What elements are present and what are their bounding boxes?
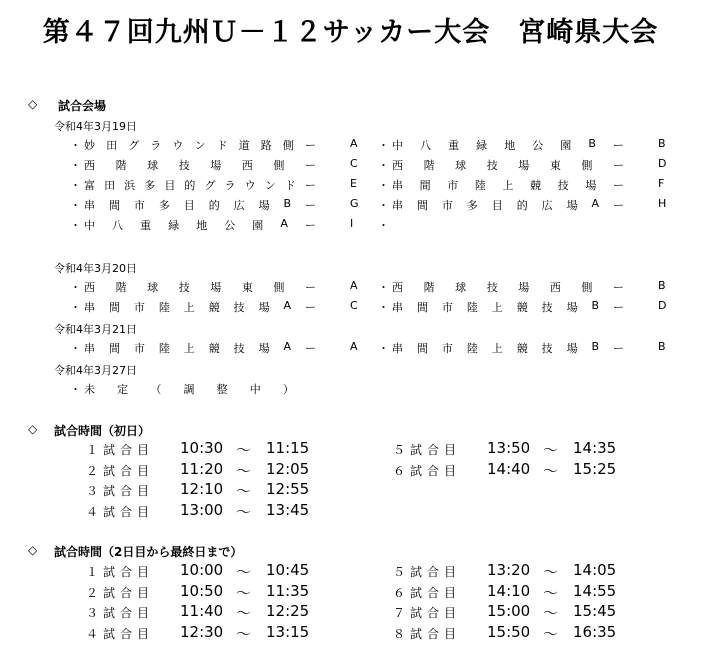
tilde-separator: ～ bbox=[236, 624, 252, 643]
venue-court: H bbox=[658, 197, 667, 210]
start-time: 13:20 bbox=[487, 561, 531, 579]
game-time-row bbox=[393, 602, 633, 622]
first-day-time-heading: 試合時間（初日） bbox=[54, 424, 151, 438]
venue-name: 西 階 球 技 場 西 側 ー bbox=[84, 159, 316, 172]
venue-name: 中 八 重 緑 地 公 園 A ー bbox=[84, 217, 316, 232]
venue-date: 令和4年3月21日 bbox=[54, 323, 137, 336]
game-time-row bbox=[86, 460, 326, 480]
end-time: 11:15 bbox=[266, 439, 310, 457]
tilde-separator: ～ bbox=[236, 441, 252, 459]
end-time: 12:55 bbox=[266, 480, 310, 498]
end-time: 10:45 bbox=[266, 561, 310, 579]
venue-court: F bbox=[658, 177, 665, 190]
tilde-separator: ～ bbox=[236, 502, 252, 521]
section-marker-icon: ◇ bbox=[28, 543, 38, 557]
section-marker-icon: ◇ bbox=[28, 422, 38, 436]
start-time: 10:30 bbox=[180, 439, 224, 457]
game-number: ８試合目 bbox=[393, 626, 462, 641]
bullet-icon: ・ bbox=[70, 301, 81, 314]
game-number: １試合目 bbox=[86, 565, 155, 579]
game-number: ６試合目 bbox=[393, 463, 462, 478]
venue-name: 妙 田 グ ラ ウ ン ド 道 路 側 ー bbox=[84, 139, 316, 152]
tilde-separator: ～ bbox=[236, 563, 252, 581]
game-number: ３試合目 bbox=[86, 484, 155, 498]
start-time: 11:20 bbox=[180, 459, 224, 478]
game-time-row bbox=[86, 623, 326, 643]
venue-court: A bbox=[350, 137, 358, 150]
end-time: 15:45 bbox=[573, 602, 617, 620]
end-time: 12:25 bbox=[266, 602, 310, 620]
game-time-row bbox=[393, 460, 633, 480]
venue-date: 令和4年3月19日 bbox=[54, 120, 137, 133]
venue-name: 西 階 球 技 場 東 側 ー bbox=[392, 159, 624, 172]
venue-name: 未 定 （ 調 整 中 ） bbox=[84, 383, 294, 396]
game-number: ７試合目 bbox=[393, 606, 462, 620]
start-time: 15:50 bbox=[487, 622, 531, 641]
venue-court: B bbox=[658, 340, 666, 353]
start-time: 14:40 bbox=[487, 459, 531, 478]
game-number: ４試合目 bbox=[86, 626, 155, 641]
game-number: ６試合目 bbox=[393, 585, 462, 600]
bullet-icon: ・ bbox=[70, 139, 81, 152]
end-time: 14:05 bbox=[573, 561, 617, 579]
tilde-separator: ～ bbox=[543, 583, 559, 602]
start-time: 12:10 bbox=[180, 480, 224, 498]
tilde-separator: ～ bbox=[236, 583, 252, 602]
bullet-icon: ・ bbox=[378, 199, 389, 212]
tilde-separator: ～ bbox=[543, 461, 559, 480]
venue-court: C bbox=[350, 299, 358, 312]
venue-name: 西 階 球 技 場 西 側 ー bbox=[392, 281, 624, 294]
game-time-row bbox=[393, 439, 633, 459]
bullet-icon: ・ bbox=[378, 281, 389, 294]
tilde-separator: ～ bbox=[236, 461, 252, 480]
bullet-icon: ・ bbox=[70, 342, 81, 355]
tilde-separator: ～ bbox=[236, 482, 252, 500]
game-time-row bbox=[86, 439, 326, 459]
end-time: 14:55 bbox=[573, 581, 617, 600]
venue-date: 令和4年3月20日 bbox=[54, 262, 137, 275]
venue-court: D bbox=[658, 157, 667, 170]
bullet-icon: ・ bbox=[378, 159, 389, 172]
venue-court: G bbox=[350, 197, 359, 210]
venue-court: E bbox=[350, 177, 357, 190]
game-time-row bbox=[86, 501, 326, 521]
start-time: 14:10 bbox=[487, 581, 531, 600]
venue-row bbox=[70, 217, 670, 233]
game-number: １試合目 bbox=[86, 443, 155, 457]
game-number: ４試合目 bbox=[86, 504, 155, 519]
start-time: 13:50 bbox=[487, 439, 531, 457]
venue-row bbox=[70, 157, 670, 173]
game-number: ５試合目 bbox=[393, 443, 462, 457]
venue-court: A bbox=[350, 279, 358, 292]
section-marker-icon: ◇ bbox=[28, 97, 38, 111]
venue-name: 串 間 市 陸 上 競 技 場 ー bbox=[392, 179, 624, 192]
end-time: 11:35 bbox=[266, 581, 310, 600]
venue-name: 串 間 市 陸 上 競 技 場 A ー bbox=[84, 299, 316, 314]
venue-name: 串 間 市 多 目 的 広 場 B ー bbox=[84, 197, 316, 212]
start-time: 10:00 bbox=[180, 561, 224, 579]
other-days-time-heading: 試合時間（2日目から最終日まで） bbox=[54, 545, 243, 559]
bullet-icon: ・ bbox=[378, 219, 389, 232]
start-time: 13:00 bbox=[180, 500, 224, 519]
bullet-icon: ・ bbox=[70, 383, 81, 396]
game-time-row bbox=[393, 623, 633, 643]
page-title: 第４７回九州Ｕ－１２サッカー大会 宮崎県大会 bbox=[42, 17, 659, 48]
tilde-separator: ～ bbox=[543, 441, 559, 459]
venue-name: 串 間 市 陸 上 競 技 場 B ー bbox=[392, 340, 624, 355]
bullet-icon: ・ bbox=[70, 179, 81, 192]
end-time: 13:15 bbox=[266, 622, 310, 641]
venue-name: 串 間 市 陸 上 競 技 場 A ー bbox=[84, 340, 316, 355]
game-time-row bbox=[393, 561, 633, 581]
game-number: ２試合目 bbox=[86, 463, 155, 478]
venue-court: D bbox=[658, 299, 667, 312]
game-time-row bbox=[393, 582, 633, 602]
venue-court: I bbox=[350, 217, 354, 230]
venue-row bbox=[70, 381, 670, 397]
venue-date: 令和4年3月27日 bbox=[54, 364, 137, 377]
venue-name: 西 階 球 技 場 東 側 ー bbox=[84, 281, 316, 294]
tilde-separator: ～ bbox=[543, 563, 559, 581]
venue-row bbox=[70, 137, 670, 153]
venue-row bbox=[70, 299, 670, 315]
start-time: 15:00 bbox=[487, 602, 531, 620]
venue-court: C bbox=[350, 157, 358, 170]
game-time-row bbox=[86, 480, 326, 500]
end-time: 13:45 bbox=[266, 500, 310, 519]
game-number: ３試合目 bbox=[86, 606, 155, 620]
bullet-icon: ・ bbox=[378, 342, 389, 355]
venues-heading: 試合会場 bbox=[58, 99, 107, 113]
venue-court: A bbox=[350, 340, 358, 353]
tilde-separator: ～ bbox=[236, 604, 252, 622]
venue-name: 串 間 市 多 目 的 広 場 A ー bbox=[392, 197, 624, 212]
tilde-separator: ～ bbox=[543, 624, 559, 643]
bullet-icon: ・ bbox=[378, 179, 389, 192]
game-time-row bbox=[86, 582, 326, 602]
venue-name: 中 八 重 緑 地 公 園 B ー bbox=[392, 137, 624, 152]
start-time: 10:50 bbox=[180, 581, 224, 600]
bullet-icon: ・ bbox=[70, 199, 81, 212]
venue-row bbox=[70, 197, 670, 213]
venue-row bbox=[70, 177, 670, 193]
venue-name: 串 間 市 陸 上 競 技 場 B ー bbox=[392, 299, 624, 314]
bullet-icon: ・ bbox=[378, 301, 389, 314]
start-time: 11:40 bbox=[180, 602, 224, 620]
game-time-row bbox=[86, 561, 326, 581]
venue-row bbox=[70, 340, 670, 356]
game-number: ２試合目 bbox=[86, 585, 155, 600]
bullet-icon: ・ bbox=[70, 219, 81, 232]
bullet-icon: ・ bbox=[378, 139, 389, 152]
game-time-row bbox=[86, 602, 326, 622]
end-time: 14:35 bbox=[573, 439, 617, 457]
tilde-separator: ～ bbox=[543, 604, 559, 622]
venue-court: B bbox=[658, 279, 666, 292]
bullet-icon: ・ bbox=[70, 159, 81, 172]
end-time: 15:25 bbox=[573, 459, 617, 478]
end-time: 16:35 bbox=[573, 622, 617, 641]
end-time: 12:05 bbox=[266, 459, 310, 478]
venue-name: 富 田 浜 多 目 的 グ ラ ウ ン ド ー bbox=[84, 179, 316, 192]
venue-court: B bbox=[658, 137, 666, 150]
game-number: ５試合目 bbox=[393, 565, 462, 579]
venue-row bbox=[70, 279, 670, 295]
bullet-icon: ・ bbox=[70, 281, 81, 294]
start-time: 12:30 bbox=[180, 622, 224, 641]
